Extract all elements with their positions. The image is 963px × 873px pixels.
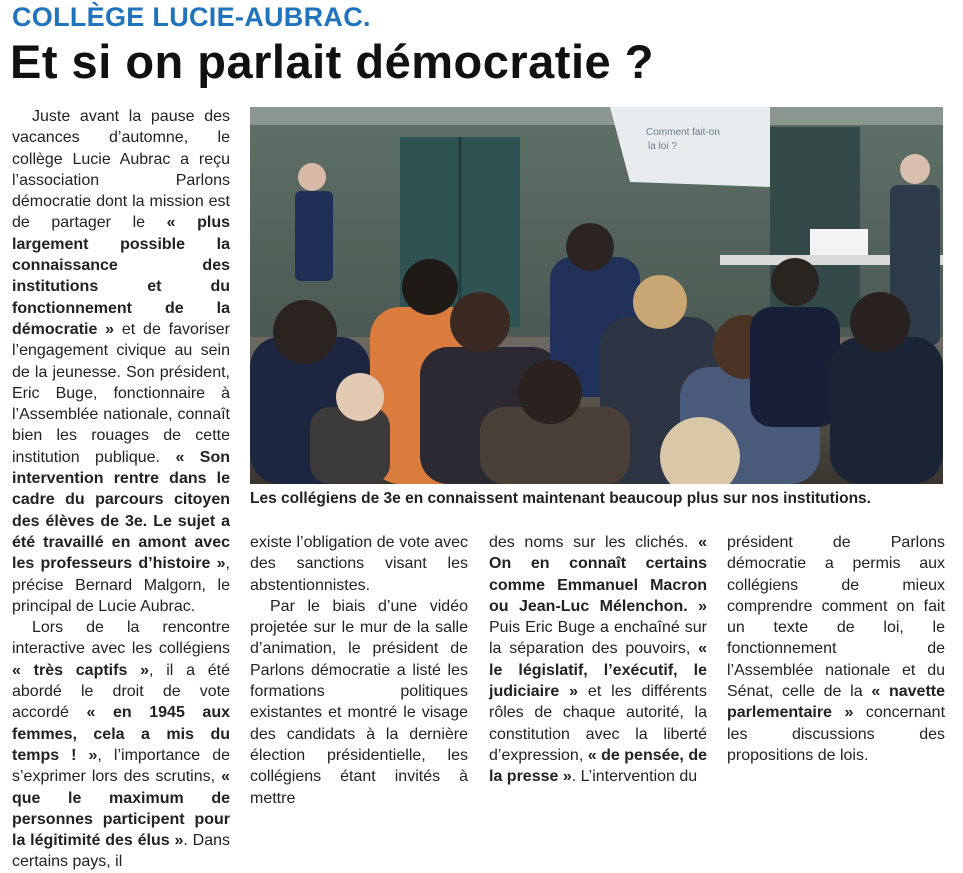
article-kicker: COLLÈGE LUCIE-AUBRAC. — [12, 2, 371, 32]
presenter-head — [298, 163, 326, 191]
article-column-2 — [250, 532, 468, 809]
paragraph-cliches: des noms sur les clichés. « On en connaît certains comme Emmanuel Macron ou Jean-Luc Mélenchon. » Puis Eric Buge a enchaîné sur la séparation des pouvoirs, « le législatif, l’exécutif, le judiciaire » et les différents rôles de chaque autorité, la constitution avec la liberté d’expression, « de pensée, de la presse ». L’intervention du — [489, 534, 707, 786]
slide-text-1: Comment fait-on — [646, 127, 720, 138]
projection-screen — [610, 107, 770, 187]
article-photo — [250, 107, 943, 484]
article-column-1 — [12, 106, 230, 873]
article-column-3 — [489, 532, 707, 788]
classroom-photo — [250, 107, 943, 484]
paragraph-video: Par le biais d’une vidéo projetée sur le mur de la salle d’animation, le président de Parlons démocratie a listé les formations politiques existantes et montré le visage des candidats à la dernière élection présidentielle, les collégiens étant invités à mettre — [250, 597, 468, 807]
paragraph-intro: Juste avant la pause des vacances d’automne, le collège Lucie Aubrac a reçu l’association Parlons démocratie dont la mission est de partager le « plus largement possible la connaissance des institutions et du fonctionnement de la démocratie » et de favoriser l’engagement civique au sein de la jeunesse. Son président, Eric Buge, fonctionnaire à l’Assemblée nationale, connaît bien les rouages de cette institution publique. « Son intervention rentre dans le cadre du parcours citoyen des élèves de 3e. Le sujet a été travaillé en amont avec les professeurs d’histoire », précise Bernard Malgorn, le principal de Lucie Aubrac. — [12, 108, 231, 615]
paragraph-rencontre: Lors de la rencontre interactive avec les collégiens « très captifs », il a été abordé le droit de vote accordé « en 1945 aux femmes, cela a mis du temps ! », l’importance de s’exprimer lors des scrutins, « que le maximum de personnes participent pour la légitimité des élus ». Dans certains pays, il — [12, 619, 231, 871]
slide-text-2: la loi ? — [648, 141, 677, 152]
paragraph-conclusion: président de Parlons démocratie a permis aux collégiens de mieux comprendre comment on fait un texte de loi, le fonctionnement de l’Assemblée nationale et du Sénat, celle de la « navette parlementaire » concernant les discussions des propositions de lois. — [727, 534, 946, 764]
laptop — [810, 229, 868, 255]
article-column-4 — [727, 532, 945, 766]
paragraph-obligation: existe l’obligation de vote avec des sanctions visant les abstentionnistes. — [250, 534, 468, 594]
photo-caption: Les collégiens de 3e en connaissent maintenant beaucoup plus sur nos institutions. — [250, 490, 871, 507]
article-headline: Et si on parlait démocratie ? — [10, 35, 654, 88]
